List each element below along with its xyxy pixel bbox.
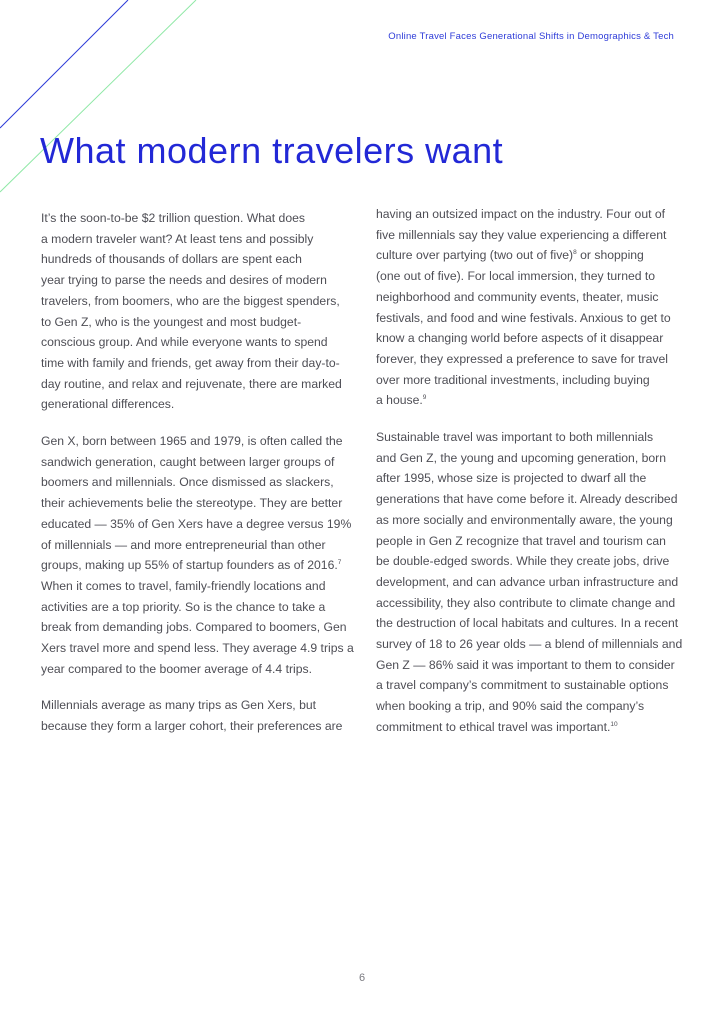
- text-line: over more traditional investments, including buying: [376, 372, 650, 387]
- paragraph-sustainable-travel: [376, 427, 686, 738]
- text-line: Millennials average as many trips as Gen Xers, but: [41, 698, 317, 713]
- page-number: 6: [358, 972, 366, 984]
- text-line: (one out of five). For local immersion, they turned to: [376, 269, 656, 284]
- paragraph-gen-x: [41, 431, 354, 679]
- text-line: break from demanding jobs. Compared to boomers, Gen: [41, 620, 347, 635]
- text-line: sandwich generation, caught between larger groups of: [41, 454, 335, 469]
- footnote-marker: 9: [422, 394, 427, 402]
- decorative-blue-line: [0, 0, 128, 128]
- text-line: a travel company’s commitment to sustainable options: [376, 678, 669, 693]
- text-line: conscious group. And while everyone wants to spend: [41, 335, 328, 350]
- text-line: day routine, and relax and rejuvenate, there are marked: [41, 376, 342, 391]
- page-title: What modern travelers want: [40, 130, 504, 171]
- text-line: boomers and millennials. Once dismissed as slackers,: [41, 475, 334, 490]
- text-line: time with family and friends, get away from their day-to-: [41, 355, 340, 370]
- text-line: their achievements belie the stereotype. They are better: [41, 496, 343, 511]
- paragraph-boomers-genz: [41, 208, 351, 415]
- text-line: people in Gen Z recognize that travel and tourism can: [376, 533, 666, 548]
- text-line: a modern traveler want? At least tens and possibly: [41, 231, 314, 246]
- text-line: when booking a trip, and 90% said the company’s: [376, 699, 645, 714]
- left-column: [41, 208, 354, 753]
- text-line: When it comes to travel, family-friendly locations and: [41, 578, 326, 593]
- paragraph-millennials-continued: [376, 204, 686, 411]
- paragraph-millennials: [41, 695, 351, 736]
- text-line: activities are a top priority. So is the chance to take a: [41, 599, 326, 614]
- text-line: generational differences.: [41, 397, 175, 412]
- text-line: festivals, and food and wine festivals. Anxious to get to: [376, 310, 671, 325]
- right-column: [376, 204, 686, 754]
- text-line: neighborhood and community events, theater, music: [376, 289, 659, 304]
- text-line: year compared to the boomer average of 4.4 trips.: [41, 661, 312, 676]
- text-line: travelers, from boomers, who are the biggest spenders,: [41, 293, 340, 308]
- running-header: Online Travel Faces Generational Shifts in Demographics & Tech: [388, 31, 674, 42]
- text-line: year trying to parse the needs and desires of modern: [41, 273, 327, 288]
- text-line-content: a house.: [376, 393, 423, 408]
- text-line: to Gen Z, who is the youngest and most budget-: [41, 314, 302, 329]
- text-line: Xers travel more and spend less. They average 4.9 trips a: [41, 641, 354, 656]
- text-line: Sustainable travel was important to both millennials: [376, 430, 654, 445]
- text-line: hundreds of thousands of dollars are spent each: [41, 252, 302, 267]
- footnote-marker: 8: [573, 249, 577, 257]
- footnote-marker: 10: [610, 720, 618, 728]
- text-line: accessibility, they also contribute to climate change and: [376, 595, 676, 610]
- text-line: survey of 18 to 26 year olds — a blend of millennials and: [376, 637, 683, 652]
- text-line: of millennials — and more entrepreneurial than other: [41, 537, 326, 552]
- text-line: It’s the soon-to-be $2 trillion question. What does: [41, 211, 305, 225]
- text-line: Gen X, born between 1965 and 1979, is often called the: [41, 434, 343, 449]
- text-line: [376, 717, 686, 738]
- text-line: the destruction of local habitats and cultures. In a recent: [376, 616, 679, 631]
- text-line: five millennials say they value experiencing a different: [376, 227, 667, 242]
- text-line: forever, they expressed a preference to save for travel: [376, 351, 668, 366]
- text-line: know a changing world before aspects of it disappear: [376, 331, 664, 346]
- text-line-content: culture over partying (two out of five): [376, 248, 574, 263]
- text-line: after 1995, whose size is projected to dwarf all the: [376, 471, 647, 486]
- text-line: as more socially and environmentally aware, the young: [376, 512, 673, 527]
- text-line-content: groups, making up 55% of startup founders as of 2016.: [41, 558, 338, 573]
- text-line: generations that have come before it. Already described: [376, 492, 678, 507]
- text-line-content: commitment to ethical travel was important.: [376, 719, 611, 734]
- text-line: development, and can advance urban infrastructure and: [376, 574, 679, 589]
- footnote-marker: 7: [337, 559, 342, 567]
- text-line: be double-edged swords. While they create jobs, drive: [376, 554, 670, 569]
- text-line: because they form a larger cohort, their preferences are: [41, 719, 343, 734]
- text-line: educated — 35% of Gen Xers have a degree versus 19%: [41, 516, 352, 531]
- text-line-content: or shopping: [576, 248, 644, 263]
- text-line: [376, 390, 686, 411]
- text-line: having an outsized impact on the industry. Four out of: [376, 207, 666, 221]
- text-line: and Gen Z, the young and upcoming generation, born: [376, 450, 666, 465]
- text-line: Gen Z — 86% said it was important to them to consider: [376, 657, 675, 672]
- text-line: [41, 555, 351, 576]
- text-line: [376, 245, 686, 266]
